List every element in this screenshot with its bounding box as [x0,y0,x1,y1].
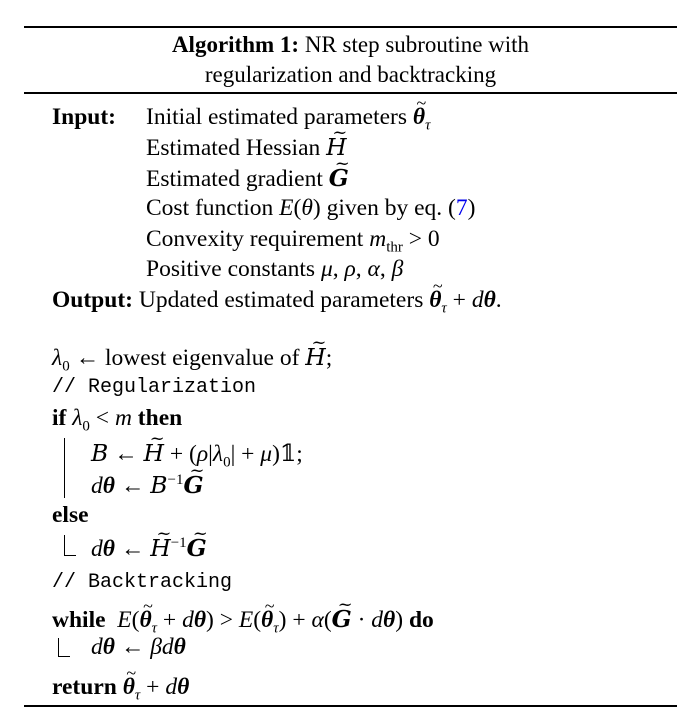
else-block-bar [64,535,65,555]
caption-rule [24,92,677,94]
input-item-2: Estimated Hessian ~ H [146,132,347,163]
algorithm-caption [24,30,677,90]
input-label: Input: [52,104,117,130]
dtheta-b-line: dθ ← $B^{-1}\sim$ G [91,470,204,501]
output-label: Output: [52,287,133,313]
while-block-bar [58,638,59,656]
input-item-1: Initial estimated parameters ~ $\theta_\tau$ [146,102,430,132]
input-item-4: Cost function E(θ) given by eq. (7) [146,195,476,221]
caption-title-line2: regularization and backtracking [204,62,497,87]
while-block-foot [58,656,70,657]
input-line-1 [52,102,116,132]
theta-tau-math: ~ θ [413,102,425,132]
bottom-rule [24,705,677,707]
if-block-bar [64,438,65,498]
input-item-3: Estimated gradient ~ G [146,163,349,194]
gradient-math: ~ G [329,163,349,193]
equation-ref-link[interactable]: 7 [455,195,468,221]
hessian-math: ~ H [326,132,347,162]
b-assign-line: B ← ~ $H + (\rho|\lambda_0|$ + μ)𝟙; [91,438,303,469]
if-line: if $\lambda_0 < m$ then [52,405,183,435]
else-block-foot [64,555,76,556]
top-rule [24,26,677,28]
output-line: Output: Updated estimated parameters ~ $\theta_\tau + d\theta$. [52,285,502,315]
return-line: return ~ $\theta_\tau + d\theta$ [52,672,189,702]
input-item-6: Positive constants μ, ρ, α, β [146,256,404,282]
dtheta-beta-line: dθ ← βdθ [91,634,186,660]
regularization-comment: // Regularization [52,376,257,399]
caption-title-line1: NR step subroutine with [304,32,530,57]
while-line: while E(~ $\theta_\tau + d\theta$) > E(~ $\theta_\tau$) + α(~ G · dθ) do [52,604,434,635]
eigenvalue-line: $\lambda_0$ ← lowest eigenvalue of ~ H; [52,342,332,373]
backtracking-comment: // Backtracking [52,571,233,594]
else-line: else [52,502,89,528]
input-item-5: Convexity requirement $m_{thr} > 0$ [146,226,440,256]
caption-label: Algorithm 1: [171,32,300,57]
dtheta-h-line: dθ ← ~ $H^{-1}\sim$ G [91,533,207,564]
